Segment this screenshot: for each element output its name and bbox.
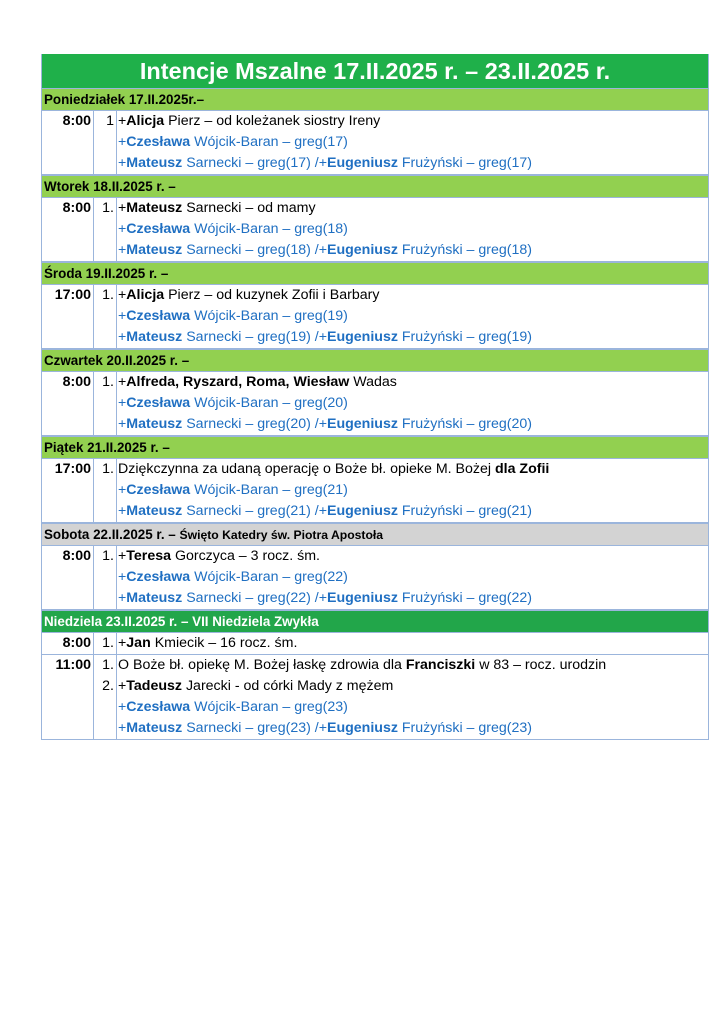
intention-number xyxy=(94,219,117,240)
intention-segment: Frużyński – greg(21) xyxy=(397,503,532,519)
intention-name: Eugeniusz xyxy=(327,416,398,432)
intention-number xyxy=(94,697,117,718)
intention-number xyxy=(94,567,117,588)
intention-text xyxy=(117,393,708,414)
intention-segment: + xyxy=(118,395,127,411)
mass-group xyxy=(42,655,708,739)
intention-segment: Wójcik-Baran – greg(18) xyxy=(190,221,348,237)
intention-segment: + xyxy=(118,548,127,564)
mass-time-cell xyxy=(42,459,94,522)
intention-text xyxy=(117,480,708,501)
intention-number xyxy=(94,393,117,414)
intention-text xyxy=(117,240,708,261)
mass-time: 8:00 xyxy=(62,635,91,651)
intention-text xyxy=(117,327,708,348)
intention-segment: Gorczyca – 3 rocz. śm. xyxy=(171,548,321,564)
intention-number xyxy=(94,327,117,348)
intention-segment: O Boże bł. opiekę M. Bożej łaskę zdrowia dla xyxy=(118,657,406,673)
intention-segment: + xyxy=(118,699,127,715)
intention-segment: Frużyński – greg(17) xyxy=(397,155,532,171)
intention-name: Czesława xyxy=(126,221,191,237)
intention-text xyxy=(117,588,708,609)
intentions-cell xyxy=(94,546,708,609)
intention-segment: Jarecki - od córki Mady z mężem xyxy=(182,678,394,694)
day-header-feast: Święto Katedry św. Piotra Apostoła xyxy=(179,528,384,542)
intention-text xyxy=(117,546,708,567)
intention-line xyxy=(94,655,708,676)
intention-number: 1. xyxy=(94,285,117,306)
intention-segment: Frużyński – greg(18) xyxy=(397,242,532,258)
intention-segment: Kmiecik – 16 rocz. śm. xyxy=(150,635,298,651)
intention-segment: Frużyński – greg(20) xyxy=(397,416,532,432)
intention-segment: Wójcik-Baran – greg(22) xyxy=(190,569,348,585)
intention-text xyxy=(117,111,708,132)
day-header-text: Sobota 22.II.2025 r. – xyxy=(44,527,180,542)
intention-text xyxy=(117,697,708,718)
intention-segment: + xyxy=(118,308,127,324)
intention-segment: Wadas xyxy=(349,374,397,390)
intention-name: Teresa xyxy=(126,548,171,564)
mass-group xyxy=(42,633,708,655)
intention-segment: Dziękczynna za udaną operację o Boże bł. opieke M. Bożej xyxy=(118,461,495,477)
intentions-cell xyxy=(94,655,708,739)
intention-text xyxy=(117,718,708,739)
intention-line xyxy=(94,718,708,739)
mass-time-cell xyxy=(42,633,94,654)
intention-segment: + xyxy=(118,134,127,150)
mass-group xyxy=(42,198,708,262)
intention-segment: + xyxy=(118,242,127,258)
day-header xyxy=(42,610,708,633)
intention-name: Alicja xyxy=(126,287,165,303)
intention-segment: + xyxy=(118,569,127,585)
intention-number xyxy=(94,480,117,501)
mass-time-cell xyxy=(42,198,94,261)
intention-segment: Sarnecki – greg(21) /+ xyxy=(182,503,327,519)
intention-text xyxy=(117,414,708,435)
intention-number: 1. xyxy=(94,655,117,676)
intention-line xyxy=(94,480,708,501)
day-header xyxy=(42,523,708,546)
mass-group xyxy=(42,111,708,175)
intention-name: Eugeniusz xyxy=(327,720,398,736)
intention-segment: Wójcik-Baran – greg(17) xyxy=(190,134,348,150)
intention-segment: Sarnecki – greg(20) /+ xyxy=(182,416,327,432)
intention-number xyxy=(94,588,117,609)
intentions-cell xyxy=(94,198,708,261)
mass-time-cell xyxy=(42,546,94,609)
intention-line xyxy=(94,633,708,654)
intention-line xyxy=(94,306,708,327)
intention-segment: Pierz – od kuzynek Zofii i Barbary xyxy=(164,287,380,303)
intention-line xyxy=(94,372,708,393)
intentions-cell xyxy=(94,285,708,348)
intention-name: Eugeniusz xyxy=(327,242,398,258)
intention-segment: + xyxy=(118,113,127,129)
intention-segment: + xyxy=(118,482,127,498)
intention-text xyxy=(117,306,708,327)
intention-text xyxy=(117,285,708,306)
mass-group xyxy=(42,546,708,610)
day-header-text: Piątek 21.II.2025 r. – xyxy=(44,440,170,455)
intention-name: Mateusz xyxy=(126,590,183,606)
intention-name: Mateusz xyxy=(126,416,183,432)
intention-segment: Pierz – od koleżanek siostry Ireny xyxy=(164,113,381,129)
intentions-cell xyxy=(94,633,708,654)
intention-number: 1. xyxy=(94,546,117,567)
mass-time-cell xyxy=(42,655,94,739)
mass-time-cell xyxy=(42,111,94,174)
intention-line xyxy=(94,153,708,174)
intention-segment: Sarnecki – greg(23) /+ xyxy=(182,720,327,736)
intention-name: Czesława xyxy=(126,482,191,498)
intention-segment: + xyxy=(118,503,127,519)
intention-name: dla Zofii xyxy=(494,461,550,477)
intention-name: Eugeniusz xyxy=(327,155,398,171)
intention-segment: Wójcik-Baran – greg(20) xyxy=(190,395,348,411)
intention-text xyxy=(117,459,708,480)
intention-number: 1. xyxy=(94,198,117,219)
intention-number xyxy=(94,414,117,435)
intention-number xyxy=(94,132,117,153)
day-header-text: Niedziela 23.II.2025 r. – VII Niedziela Zwykła xyxy=(44,614,319,629)
intention-name: Czesława xyxy=(126,395,191,411)
intention-line xyxy=(94,219,708,240)
intention-segment: Frużyński – greg(19) xyxy=(397,329,532,345)
intention-text xyxy=(117,372,708,393)
day-header-text: Wtorek 18.II.2025 r. – xyxy=(44,179,176,194)
mass-time-cell xyxy=(42,285,94,348)
mass-time: 8:00 xyxy=(62,113,91,129)
intention-segment: Sarnecki – greg(18) /+ xyxy=(182,242,327,258)
intention-line xyxy=(94,198,708,219)
mass-time-cell xyxy=(42,372,94,435)
intention-segment: Wójcik-Baran – greg(23) xyxy=(190,699,348,715)
intention-segment: + xyxy=(118,635,127,651)
intention-name: Alicja xyxy=(126,113,165,129)
intention-line xyxy=(94,697,708,718)
mass-time: 8:00 xyxy=(62,548,91,564)
intention-name: Czesława xyxy=(126,134,191,150)
intention-name: Tadeusz xyxy=(126,678,183,694)
intention-name: Eugeniusz xyxy=(327,329,398,345)
intention-text xyxy=(117,567,708,588)
intention-segment: Sarnecki – greg(22) /+ xyxy=(182,590,327,606)
intention-line xyxy=(94,676,708,697)
intention-name: Jan xyxy=(126,635,151,651)
intention-number xyxy=(94,718,117,739)
intention-segment: Frużyński – greg(22) xyxy=(397,590,532,606)
intention-line xyxy=(94,327,708,348)
intention-line xyxy=(94,501,708,522)
intention-segment: + xyxy=(118,221,127,237)
days-container xyxy=(42,88,708,739)
mass-time: 17:00 xyxy=(54,461,91,477)
intention-line xyxy=(94,285,708,306)
intention-number xyxy=(94,306,117,327)
intention-text xyxy=(117,655,708,676)
intention-segment: Sarnecki – od mamy xyxy=(182,200,316,216)
intention-segment: Sarnecki – greg(19) /+ xyxy=(182,329,327,345)
intention-number: 1. xyxy=(94,372,117,393)
intention-text xyxy=(117,633,708,654)
intention-segment: w 83 – rocz. urodzin xyxy=(475,657,607,673)
intention-number: 1. xyxy=(94,633,117,654)
intention-text xyxy=(117,676,708,697)
page-title: Intencje Mszalne 17.II.2025 r. – 23.II.2025 r. xyxy=(42,54,708,88)
intentions-cell xyxy=(94,111,708,174)
mass-intentions-table xyxy=(41,54,709,740)
intention-segment: Frużyński – greg(23) xyxy=(397,720,532,736)
mass-time: 8:00 xyxy=(62,200,91,216)
intention-number xyxy=(94,153,117,174)
intention-text xyxy=(117,153,708,174)
intention-name: Mateusz xyxy=(126,503,183,519)
intention-name: Czesława xyxy=(126,569,191,585)
intention-text xyxy=(117,132,708,153)
mass-group xyxy=(42,285,708,349)
intention-segment: + xyxy=(118,329,127,345)
intention-name: Alfreda, Ryszard, Roma, Wiesław xyxy=(126,374,350,390)
intention-line xyxy=(94,546,708,567)
intention-name: Mateusz xyxy=(126,242,183,258)
intention-segment: + xyxy=(118,416,127,432)
intention-segment: + xyxy=(118,678,127,694)
day-header xyxy=(42,436,708,459)
intention-line xyxy=(94,567,708,588)
intention-segment: Sarnecki – greg(17) /+ xyxy=(182,155,327,171)
intention-name: Eugeniusz xyxy=(327,590,398,606)
day-header xyxy=(42,175,708,198)
intention-line xyxy=(94,393,708,414)
intention-name: Mateusz xyxy=(126,329,183,345)
intention-segment: + xyxy=(118,200,127,216)
intention-number xyxy=(94,501,117,522)
intention-segment: + xyxy=(118,155,127,171)
intentions-cell xyxy=(94,459,708,522)
intention-line xyxy=(94,414,708,435)
intention-name: Franciszki xyxy=(405,657,476,673)
intention-number: 1. xyxy=(94,459,117,480)
day-header-text: Środa 19.II.2025 r. – xyxy=(44,266,169,281)
intention-text xyxy=(117,501,708,522)
intention-line xyxy=(94,240,708,261)
intention-name: Eugeniusz xyxy=(327,503,398,519)
mass-time: 11:00 xyxy=(55,657,91,673)
day-header xyxy=(42,349,708,372)
intention-name: Mateusz xyxy=(126,200,183,216)
intention-segment: Wójcik-Baran – greg(21) xyxy=(190,482,348,498)
intention-name: Czesława xyxy=(126,308,191,324)
intention-number: 1 xyxy=(94,111,117,132)
day-header xyxy=(42,88,708,111)
intention-name: Mateusz xyxy=(126,155,183,171)
day-header xyxy=(42,262,708,285)
mass-time: 8:00 xyxy=(62,374,91,390)
intention-segment: Wójcik-Baran – greg(19) xyxy=(190,308,348,324)
intention-number xyxy=(94,240,117,261)
intention-line xyxy=(94,459,708,480)
intention-line xyxy=(94,588,708,609)
day-header-text: Czwartek 20.II.2025 r. – xyxy=(44,353,190,368)
intention-name: Mateusz xyxy=(126,720,183,736)
intention-text xyxy=(117,219,708,240)
intention-line xyxy=(94,111,708,132)
mass-group xyxy=(42,372,708,436)
day-header-text: Poniedziałek 17.II.2025r.– xyxy=(44,92,205,107)
mass-time: 17:00 xyxy=(54,287,91,303)
intention-number: 2. xyxy=(94,676,117,697)
mass-group xyxy=(42,459,708,523)
intention-name: Czesława xyxy=(126,699,191,715)
intentions-cell xyxy=(94,372,708,435)
intention-segment: + xyxy=(118,720,127,736)
intention-line xyxy=(94,132,708,153)
intention-segment: + xyxy=(118,590,127,606)
intention-segment: + xyxy=(118,287,127,303)
intention-segment: + xyxy=(118,374,127,390)
intention-text xyxy=(117,198,708,219)
